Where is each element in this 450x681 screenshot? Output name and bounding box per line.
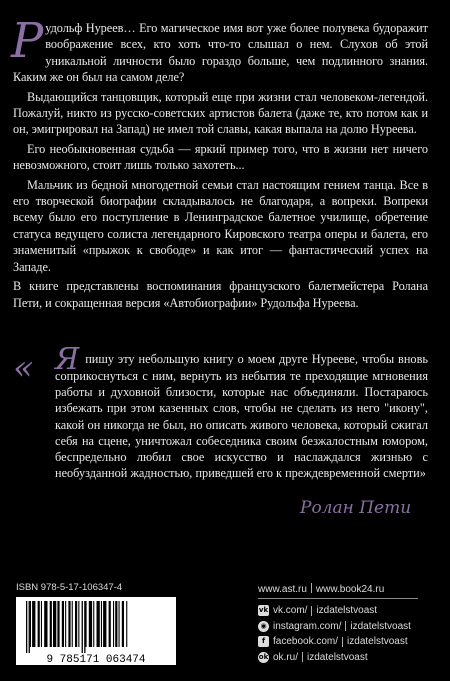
footer-divider	[258, 598, 418, 599]
quote-open-mark: «	[13, 348, 34, 388]
blurb-text	[11, 13, 428, 311]
social-site: instagram.com/	[273, 620, 342, 632]
website-links	[258, 583, 384, 595]
barcode-bar	[41, 601, 42, 647]
barcode-bar	[101, 601, 102, 647]
separator	[311, 606, 312, 616]
facebook-icon: f	[258, 636, 269, 647]
social-site: vk.com/	[273, 605, 308, 617]
quote-drop-cap: Я	[55, 342, 80, 377]
social-handle: izdatelstvoast	[316, 605, 378, 617]
isbn: ISBN 978-5-17-106347-4	[16, 582, 123, 593]
barcode-bar	[78, 601, 79, 647]
social-links	[258, 603, 411, 665]
blurb-paragraph-4: Мальчик из бедной многодетной семьи стал настоящим гением танца. Все в его творческой биографии складывалось не благодаря, а вопреки. Вопреки всему было его поступление в Ленинградское балетное училище, обретение статуса ведущего солиста легендарного Кировского театра оперы и балета, его знаменитый «прыжок к свободе» и как итог — фантастический успех на Западе.	[13, 177, 428, 274]
social-site: facebook.com/	[273, 636, 339, 648]
barcode-bar	[103, 601, 106, 647]
blurb-paragraph-5: В книге представлены воспоминания французского балетмейстера Ролана Пети, и сокращенная версия «Автобиографии» Рудольфа Нуреева.	[13, 279, 428, 310]
social-handle: izdatelstvoast	[350, 620, 411, 632]
barcode-bar	[65, 601, 66, 647]
barcode-bar	[122, 601, 124, 647]
social-handle: izdatelstvoast	[347, 636, 408, 648]
barcode-bar	[75, 601, 77, 647]
barcode-bar	[53, 601, 56, 647]
barcode-digits: 9 785171 063474	[46, 654, 146, 665]
divider-bar	[311, 583, 312, 593]
instagram-icon: ◉	[258, 621, 269, 632]
barcode-bar	[57, 601, 59, 647]
barcode-bar	[86, 601, 87, 647]
barcode-bar	[93, 601, 94, 647]
barcode-bar	[72, 601, 73, 647]
quote-text	[13, 342, 428, 481]
barcode-bar	[82, 601, 83, 653]
social-link-ok[interactable]	[258, 650, 411, 666]
social-link-instagram[interactable]	[258, 619, 411, 635]
barcode-bar	[50, 601, 52, 647]
blurb-paragraph-2: Выдающийся танцовщик, который еще при жизни стал человеком-легендой. Пожалуй, никто из русско-советских артистов балета (даже те, кто потом как и он, эмигрировал на Запад) не имел той славы, какая выпала на долю Нуреева.	[13, 89, 428, 137]
quote-signature: Ролан Пети	[300, 498, 412, 518]
social-site: ok.ru/	[273, 651, 299, 663]
barcode-bar	[89, 601, 92, 647]
website-book24[interactable]: www.book24.ru	[315, 584, 385, 595]
barcode-bar	[84, 601, 85, 653]
barcode-graphic	[16, 597, 176, 665]
barcode-bar	[29, 601, 30, 653]
social-link-facebook[interactable]	[258, 634, 411, 650]
barcode-bar	[113, 601, 114, 647]
barcode	[16, 597, 176, 665]
barcode-bar	[115, 601, 117, 647]
vk-icon: vk	[258, 606, 269, 615]
barcode-bar	[30, 601, 31, 647]
barcode-bar	[38, 601, 40, 647]
separator	[342, 637, 343, 647]
blurb-paragraph-1	[11, 13, 428, 86]
author-quote	[13, 342, 428, 481]
blurb-paragraph-1-text: удольф Нуреев… Его магическое имя вот уже более полувека будоражит воображение всех, кто хоть что-то слышал о нем. Слухов об этой уникальной личности было гораздо больше, чем подлинного знания. Каким же он был на самом деле?	[13, 21, 428, 85]
barcode-bar	[62, 601, 64, 647]
barcode-bar	[68, 601, 70, 647]
ok-icon: ok	[258, 652, 269, 661]
social-link-vk[interactable]	[258, 603, 411, 619]
barcode-bar	[126, 601, 127, 647]
barcode-bar	[97, 601, 100, 647]
barcode-bar	[44, 601, 47, 647]
barcode-bar	[32, 601, 35, 647]
social-handle: izdatelstvoast	[307, 651, 368, 663]
blurb-paragraph-3: Его необыкновенная судьба — яркий пример того, что в жизни нет ничего невозможного, стоит лишь только захотеть...	[13, 141, 428, 173]
barcode-bar	[109, 601, 111, 647]
drop-cap: Р	[11, 13, 44, 69]
separator	[302, 652, 303, 662]
website-ast[interactable]: www.ast.ru	[258, 584, 307, 595]
separator	[345, 621, 346, 631]
quote-body: пишу эту небольшую книгу о моем друге Нурееве, чтобы вновь соприкоснуться с ним, вернуть из небытия те преходящие мгновения работы и духовной близости, которые нас объединяли. Постараюсь избежать при этом казенных слов, чтобы не сделать из него "икону", какой он никогда не был, но описать живого человека, который сжигал себя на сцене, уничтожал собеседника своим безжалостным юмором, беспредельно любил свое искусство и наслаждался жизнью с необузданной жадностью, приведшей его к преждевременной смерти»	[55, 352, 428, 481]
barcode-bar	[119, 601, 120, 647]
barcode-bar	[26, 601, 27, 653]
